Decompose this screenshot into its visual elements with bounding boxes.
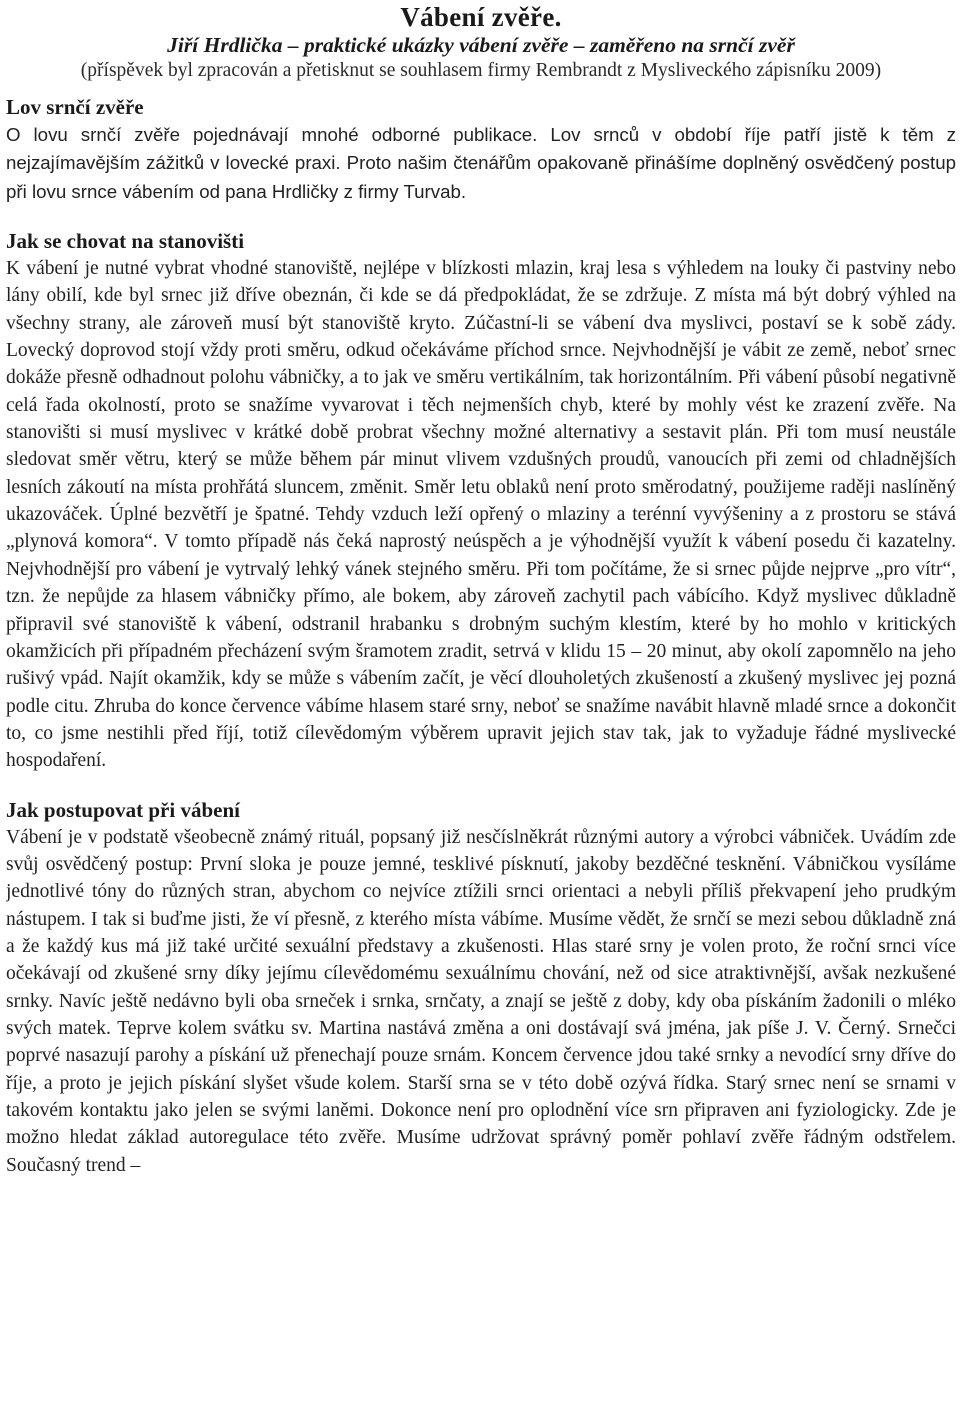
section-paragraph-postup-pri-vabeni: Vábení je v podstatě všeobecně známý rituál, popsaný již nesčíslněkrát různými autory a výrobci vábniček. Uvádím zde svůj osvědčený postup: První sloka je pouze jemné, tesklivé písknutí, jakoby bezděčné tesknění. Vábničkou vysíláme jednotlivé tóny do různých stran, abychom co nejvíce ztížili srnci orientaci a nebyli příliš překvapení jeho prudkým nástupem. I tak si buďme jisti, že ví přesně, z kterého místa vábíme. Musíme vědět, že srnčí se mezi sebou důkladně zná a že každý kus má již také určité sexuální představy a zkušenosti. Hlas staré srny je volen proto, že roční srnci více očekávají od zkušené srny díky jejímu cílevědomému sexuálnímu chování, než od sice atraktivnější, avšak nezkušené srnky. Navíc ještě nedávno byli oba srneček i srnka, srnčaty, a znají se ještě z doby, kdy oba pískáním žadonili o mléko svých matek. Teprve kolem svátku sv. Martina nastává změna a oni dostávají svá jména, jak píše J. V. Černý. Srnečci poprvé nasazují parohy a pískání už přenechají pouze srnám. Koncem července jdou také srnky a nevodící srny dříve do říje, a proto je jejich pískání slyšet všude kolem. Starší srna se v této době ozývá řídka. Starý srnec není se srnami v takovém kontaktu jako jelen se svými laněmi. Dokonce není pro oplodnění více srn připraven ani fyziologicky. Zde je možno hledat základ autoregulace této zvěře. Musíme udržovat správný poměr pohlaví zvěře řádným odstřelem. Současný trend – (6, 826, 956, 1176)
document-title: Vábení zvěře. (400, 2, 562, 32)
intro-sentence: O lovu srnčí zvěře pojednávají mnohé odborné publikace. (6, 124, 538, 145)
document-source-note: (příspěvek byl zpracován a přetisknut se souhlasem firmy Rembrandt z Mysliveckého zápisníku 2009) (80, 60, 882, 81)
section-spacer (6, 206, 956, 228)
intro-continuation: Lov srnců v období říje patří jistě k těm z nejzajímavějším zážitků v lovecké praxi. Proto našim čtenářům opakovaně přinášíme doplněný osvědčený postup při lovu srnce vábením od pana Hrdličky z firmy Turvab. (6, 124, 956, 202)
section-paragraph-stanoviste: K vábení je nutné vybrat vhodné stanoviště, nejlépe v blízkosti mlazin, kraj lesa s výhledem na louky či pastviny nebo lány obilí, kde byl srnec již dříve obeznán, či kde se dá předpokládat, že se zdržuje. Z místa má být dobrý výhled na všechny strany, ale zároveň musí být stanoviště kryto. Zúčastní-li se vábení dva myslivci, postaví se k sobě zády. Lovecký doprovod stojí vždy proti směru, odkud očekáváme příchod srnce. Nejvhodnější je vábit ze země, neboť srnec dokáže přesně odhadnout polohu vábničky, a to jak ve směru vertikálním, tak horizontálním. Při vábení působí negativně celá řada okolností, proto se snažíme vyvarovat i těch nejmenších chyb, které by mohly vést ke zrazení zvěře. Na stanovišti si musí myslivec v krátké době probrat všechny možné alternativy a sestavit plán. Při tom musí neustále sledovat směr větru, který se může během pár minut vlivem vzdušných proudů, vanoucích při zemi od chladnějších lesních zákoutí na místa prohřátá sluncem, změnit. Směr letu oblaků není proto směrodatný, použijeme raději naslíněný ukazováček. Úplné bezvětří je špatné. Tehdy vzduch leží opřený o mlaziny a terénní vyvýšeniny a z prostoru se stává „plynová komora“. V tomto případě nás čeká naprostý neúspěch a je výhodnější využít k vábení posedu či kazatelny. Nejvhodnější pro vábení je vytrvalý lehký vánek stejného směru. Při tom počítáme, že si srnec půjde nejprve „pro vítr“, tzn. že nepůjde za hlasem vábničky přímo, ale bokem, aby zároveň zachytil pach vábícího. Když myslivec důkladně připravil své stanoviště k vábení, odstranil hrabanku s drobným suchým klestím, které by ho mohlo v kritických okamžicích při případném přecházení svým šramotem zradit, setrvá v klidu 15 – 20 minut, aby okolí zapomnělo na jeho rušivý vpád. Najít okamžik, kdy se může s vábením začít, je věcí dlouholetých zkušeností a zkušený myslivec jej pozná podle citu. Zhruba do konce července vábíme hlasem staré srny, neboť se snažíme navábit hlavně mladé srnce a dokončit to, co jsme nestihli před říjí, totiž cílevědomým výběrem upravit jejich stav tak, jak to vyžaduje řádné myslivecké hospodaření. (6, 258, 956, 772)
document-author-line: Jiří Hrdlička – praktické ukázky vábení zvěře – zaměřeno na srnčí zvěř (167, 33, 795, 57)
section-heading-lov-srnci-zvere: Lov srnčí zvěře (6, 95, 144, 119)
section-heading-stanoviste: Jak se chovat na stanovišti (6, 229, 245, 254)
section-paragraph-lov-srnci-zvere (6, 121, 956, 206)
document-page (6, 0, 956, 1416)
section-heading-postup-pri-vabeni: Jak postupovat při vábení (6, 797, 240, 822)
section-spacer (6, 775, 956, 797)
